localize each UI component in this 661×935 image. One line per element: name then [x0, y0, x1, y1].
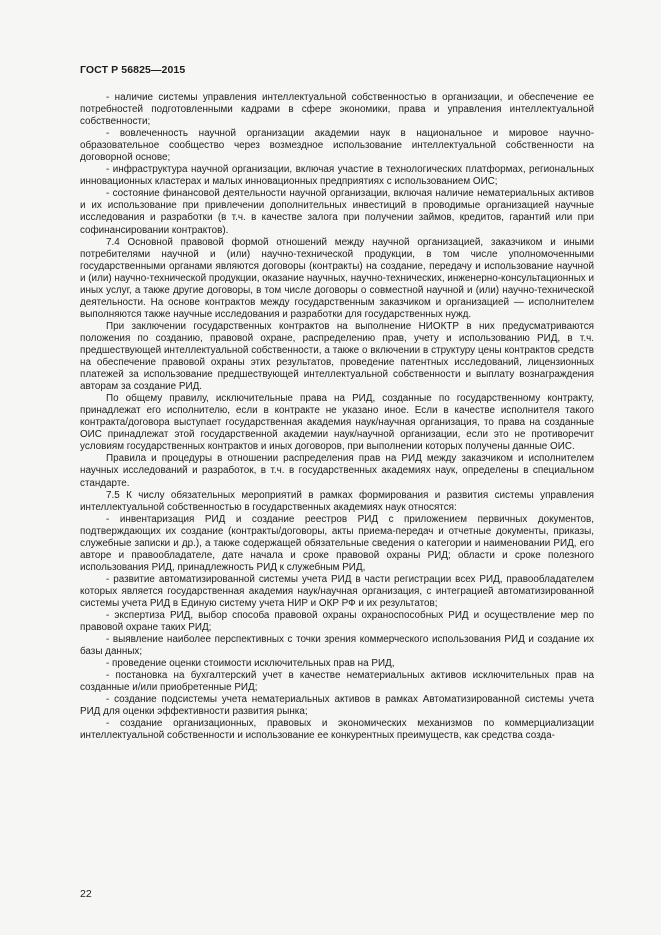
paragraph: - наличие системы управления интеллектуальной собственностью в организации, и обеспечение ее потребностей подготовленными кадрами в сфере экономики, права и управления интеллектуальной собственности;	[80, 92, 594, 128]
paragraph: - постановка на бухгалтерский учет в качестве нематериальных активов исключительных прав на созданные и/или приобретенные РИД;	[80, 670, 594, 694]
paragraph: - состояние финансовой деятельности научной организации, включая наличие нематериальных активов и их использование при привлечении дополнительных инвестиций в проводимые организацией научные исследования и разработки (в т.ч. в качестве залога при получении займов, кредитов, гарантий или при софинансировании контрактов).	[80, 188, 594, 236]
paragraph: По общему правилу, исключительные права на РИД, созданные по государственному контракту, принадлежат его исполнителю, если в контракте не указано иное. Если в качестве исполнителя такого контракта/договора выступает государственная академия наук/научная организация, то права на созданные ОИС принадлежат этой государственной академии наук/научной организации, если это не противоречит условиям государственных контрактов и иных договоров, при выполнении которых получены данные ОИС.	[80, 393, 594, 453]
paragraph: - экспертиза РИД, выбор способа правовой охраны охраноспособных РИД и осуществление мер по правовой охране таких РИД;	[80, 610, 594, 634]
paragraph: - вовлеченность научной организации академии наук в национальное и мировое научно-образовательное сообщество через возмездное использование интеллектуальной собственности на договорной основе;	[80, 128, 594, 164]
paragraph: - создание организационных, правовых и экономических механизмов по коммерциализации интеллектуальной собственности и использование ее конкурентных преимуществ, как средства созда-	[80, 718, 594, 742]
paragraph: - проведение оценки стоимости исключительных прав на РИД,	[106, 658, 395, 670]
paragraph: - инфраструктура научной организации, включая участие в технологических платформах, региональных инновационных кластерах и малых инновационных предприятиях с использованием ОИС;	[80, 164, 594, 188]
paragraph: - инвентаризация РИД и создание реестров РИД с приложением первичных документов, подтверждающих их создание (контракты/договоры, акты приема-передач и отчетные документы, приказы, служебные записки и др.), а также содержащей обязательные сведения о категории и наименовании РИД, его авторе и правообладателе, дате начала и сроке правовой охраны РИД; области и сроке полезного использования РИД, принадлежность РИД к служебным РИД,	[80, 513, 594, 573]
paragraph: - выявление наиболее перспективных с точки зрения коммерческого использования РИД и создание их базы данных;	[80, 634, 594, 658]
paragraph: Правила и процедуры в отношении распределения прав на РИД между заказчиком и исполнителем научных исследований и разработок, в т.ч. в государственных академиях наук, определены в специальном стандарте.	[80, 453, 594, 489]
document-header: ГОСТ Р 56825—2015	[80, 64, 186, 76]
paragraph: При заключении государственных контрактов на выполнение НИОКТР в них предусматриваются положения по созданию, правовой охране, распределению прав, учету и использованию РИД, в т.ч. предшествующей интеллектуальной собственности, а также о включении в структуру цены контрактов средств на обеспечение правовой охраны этих результатов, проведение патентных исследований, лицензионных платежей за использование предшествующей интеллектуальной собственности и выплату вознаграждения авторам за создание РИД.	[80, 320, 594, 393]
paragraph: - создание подсистемы учета нематериальных активов в рамках Автоматизированной системы учета РИД для оценки эффективности развития рынка;	[80, 694, 594, 718]
paragraph: - развитие автоматизированной системы учета РИД в части регистрации всех РИД, правообладателем которых является государственная академия наук/научная организация, с интеграцией автоматизированной системы учета РИД в Единую систему учета НИР и ОКР РФ и их результатов;	[80, 573, 594, 609]
document-body	[80, 92, 594, 743]
page-number: 22	[80, 888, 92, 900]
paragraph: 7.5 К числу обязательных мероприятий в рамках формирования и развития системы управления интеллектуальной собственностью в государственных академиях наук относятся:	[80, 489, 594, 513]
paragraph: 7.4 Основной правовой формой отношений между научной организацией, заказчиком и иными потребителями научной и (или) научно-технической продукции, в том числе уполномоченными государственными органами являются договоры (контракты) на создание, передачу и использование научной и (или) научно-технической продукции, оказание научных, научно-технических, инженерно-консультационных и иных услуг, а также другие договоры, в том числе договоры о совместной научной и (или) научно-технической деятельности. На основе контрактов между государственным заказчиком и организацией — исполнителем выполняются также научные исследования и разработки для государственных нужд.	[80, 236, 594, 320]
